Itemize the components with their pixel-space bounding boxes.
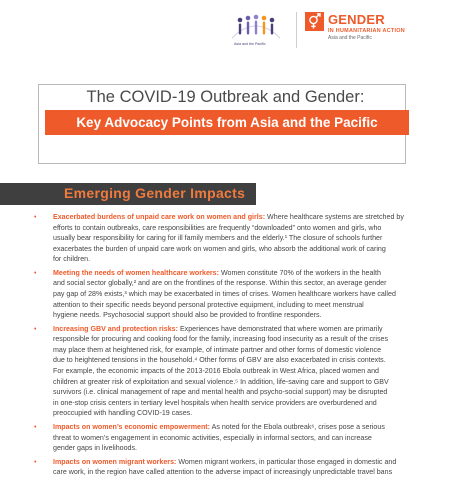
list-item — [30, 324, 442, 419]
list-item — [30, 212, 442, 265]
bullet-line: pay gap of 28% exists,³ which may be exacerbated in times of crises. Women healthcare workers have called — [53, 290, 396, 299]
bullet-dot-icon: • — [34, 213, 37, 221]
bullet-line: children at greater risk of exploitation and sexual violence.⁵ In addition, life-saving care and support to GBV — [53, 377, 389, 386]
bullet-line: hygiene needs. Psychosocial support should also be provided to frontline responders. — [53, 311, 322, 320]
bullet-line: in one-stop crisis centers in tertiary level hospitals when health service providers are overburdened and — [53, 398, 377, 407]
page-title: The COVID-19 Outbreak and Gender: — [86, 88, 365, 106]
logo-line-1: IN HUMANITARIAN ACTION — [328, 28, 405, 34]
bullet-dot-icon: • — [34, 324, 37, 333]
bullet-line: preoccupied with handling COVID-19 cases. — [53, 409, 193, 418]
bullet-lead: Impacts on women migrant workers: — [53, 457, 177, 466]
bullet-line: due to heightened tensions in the household.⁴ Other forms of GBV are also exacerbated in crisis contexts. — [53, 356, 386, 365]
bullet-line: for children. — [53, 255, 91, 264]
bullet-dot-icon: • — [34, 422, 37, 431]
bullet-line: survivors (i.e. clinical management of rape and mental health and psycho-social support) may be disrupted — [53, 388, 388, 397]
section-title: Emerging Gender Impacts — [64, 185, 246, 201]
bullet-lead: Meeting the needs of women healthcare workers: — [53, 268, 219, 277]
bullet-line: attention to their specific needs beyond personal protective equipment, including to meet menstrual — [53, 300, 364, 309]
bullet-line: responsible for procuring and cooking food for the family, increasing food insecurity as a result of the crises — [53, 335, 389, 344]
page-subtitle: Key Advocacy Points from Asia and the Pacific — [76, 115, 378, 130]
logo-caption: Asia and the Pacific — [234, 42, 266, 46]
gender-symbol-icon — [305, 12, 324, 31]
list-item — [30, 422, 442, 454]
bullet-line: threat to women’s engagement in economic activities, especially in informal sectors, and can increase — [53, 433, 372, 442]
bullet-lead: Impacts on women’s economic empowerment: — [53, 422, 211, 431]
bullet-lead: Exacerbated burdens of unpaid care work on women and girls: — [53, 213, 266, 221]
bullet-list — [30, 212, 442, 481]
un-women-logo — [226, 8, 286, 54]
bullet-line: may place them at heightened risk, for example, of intimate partner and other forms of domestic violence — [53, 345, 382, 354]
bullet-line: For example, the economic impacts of the 2013-2016 Ebola outbreak in West Africa, placed women and — [53, 367, 379, 376]
bullet-line: care work, in the region have called attention to the adverse impact of increasingly unpredictable travel bans — [53, 468, 393, 477]
logo-line-2: Asia and the Pacific — [328, 35, 372, 41]
bullet-line: exacerbates the burden of unpaid care work on women and girls, who absorb the additional work of caring — [53, 244, 386, 253]
bullet-line: Experiences have demonstrated that where women are primarily — [177, 324, 383, 333]
list-item — [30, 457, 442, 478]
bullet-line: gender gaps in livelihoods. — [53, 444, 137, 453]
gender-in-humanitarian-action-logo — [305, 12, 445, 52]
bullet-line: and social sector globally,² and are on the frontlines of the response. Within this sector, an average gender — [53, 279, 387, 288]
bullet-line: Women constitute 70% of the workers in the health — [218, 268, 381, 277]
bullet-line: usually bear responsibility for caring for ill family members and the elderly.¹ The closure of schools further — [53, 234, 383, 243]
bullet-line: efforts to contain outbreaks, care responsibilities are frequently “downloaded” onto women and girls, who — [53, 223, 382, 232]
bullet-line: Where healthcare systems are stretched by — [265, 213, 404, 221]
bullet-dot-icon: • — [34, 457, 37, 466]
list-item — [30, 268, 442, 321]
people-figures-icon — [226, 8, 286, 42]
logo-word: GENDER — [328, 12, 385, 27]
bullet-lead: Increasing GBV and protection risks: — [53, 324, 178, 333]
logo-divider — [296, 12, 297, 48]
bullet-line: Women migrant workers, in particular those engaged in domestic and — [176, 457, 397, 466]
bullet-dot-icon: • — [34, 268, 37, 277]
bullet-line: As noted for the Ebola outbreak⁶, crises pose a serious — [210, 422, 385, 431]
